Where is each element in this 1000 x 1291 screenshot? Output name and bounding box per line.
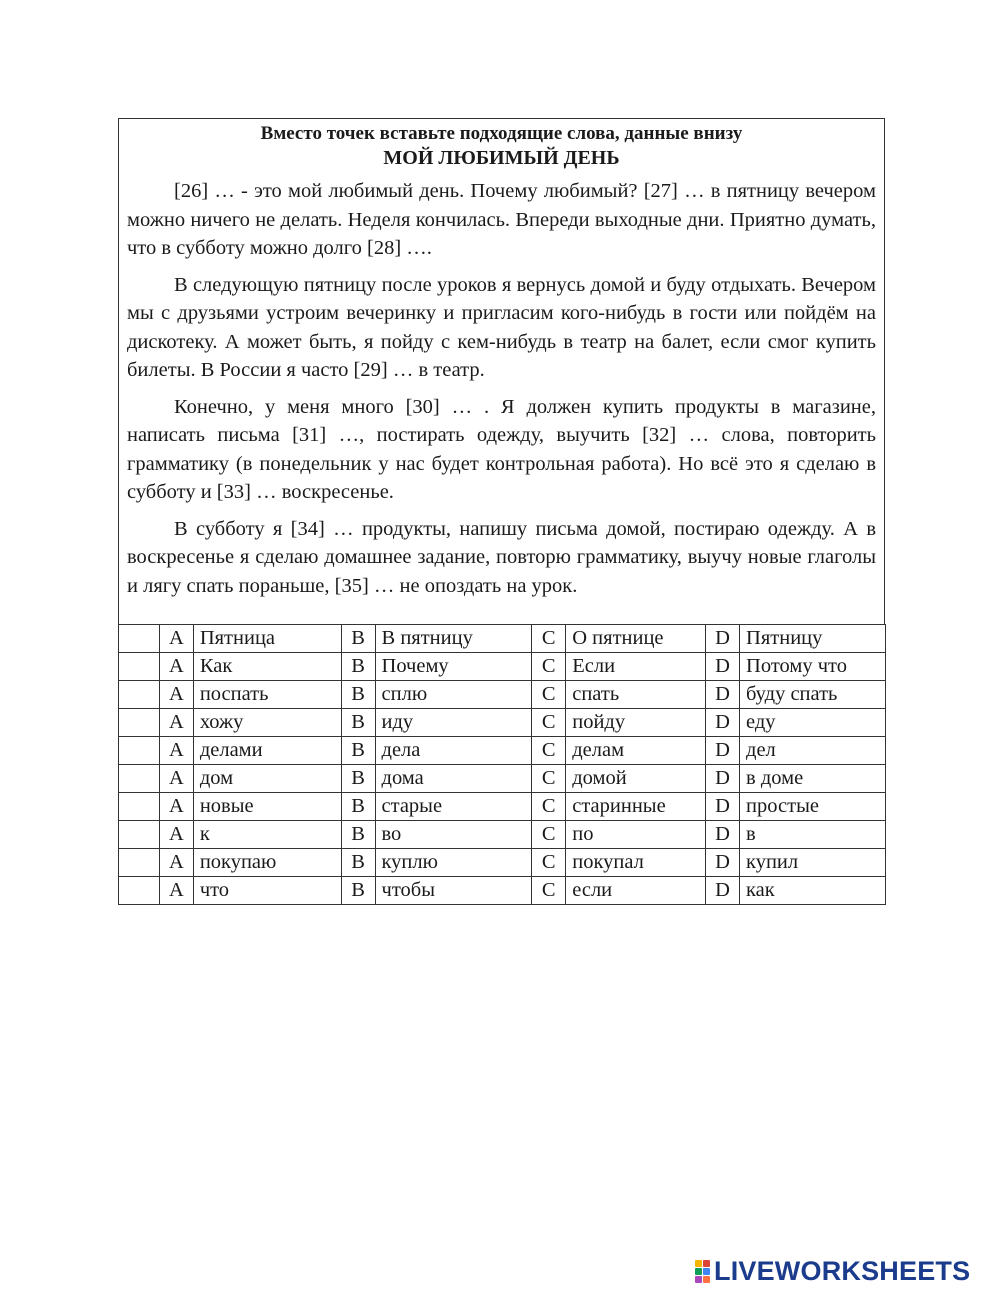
option-a-answer[interactable]: что	[193, 877, 341, 905]
option-b-answer[interactable]: чтобы	[375, 877, 532, 905]
letter-b: B	[341, 821, 375, 849]
option-c-answer[interactable]: делам	[566, 737, 706, 765]
letter-b: B	[341, 877, 375, 905]
letter-b: B	[341, 681, 375, 709]
letter-b: B	[341, 849, 375, 877]
letter-c: C	[532, 653, 566, 681]
option-a-answer[interactable]: Как	[193, 653, 341, 681]
option-a-answer[interactable]: Пятница	[193, 625, 341, 653]
option-d-answer[interactable]: как	[740, 877, 886, 905]
letter-a: A	[159, 765, 193, 793]
option-row	[119, 737, 886, 765]
logo-mark-icon	[695, 1260, 710, 1283]
letter-b: B	[341, 765, 375, 793]
option-d-answer[interactable]: в доме	[740, 765, 886, 793]
letter-a: A	[159, 821, 193, 849]
letter-c: C	[532, 681, 566, 709]
option-c-answer[interactable]: старинные	[566, 793, 706, 821]
letter-d: D	[706, 765, 740, 793]
letter-a: A	[159, 849, 193, 877]
letter-b: B	[341, 737, 375, 765]
question-number-cell	[119, 765, 160, 793]
logo-square	[703, 1260, 710, 1267]
option-a-answer[interactable]: хожу	[193, 709, 341, 737]
logo-square	[695, 1276, 702, 1283]
logo-text: LIVEWORKSHEETS	[714, 1255, 971, 1286]
letter-c: C	[532, 821, 566, 849]
letter-c: C	[532, 849, 566, 877]
letter-d: D	[706, 877, 740, 905]
option-c-answer[interactable]: домой	[566, 765, 706, 793]
question-number-cell	[119, 625, 160, 653]
paragraph-1: [26] … - это мой любимый день. Почему любимый? [27] … в пятницу вечером можно ничего не делать. Неделя кончилась. Впереди выходные дни. Приятно думать, что в субботу можно долго [28] ….	[127, 180, 876, 259]
letter-d: D	[706, 709, 740, 737]
question-number-cell	[119, 821, 160, 849]
paragraph-4: В субботу я [34] … продукты, напишу письма домой, постираю одежду. А в воскресенье я сделаю домашнее задание, повторю грамматику, выучу новые глаголы и лягу спать пораньше, [35] … не опоздать на урок.	[127, 517, 876, 597]
option-a-answer[interactable]: покупаю	[193, 849, 341, 877]
letter-b: B	[341, 793, 375, 821]
option-c-answer[interactable]: покупал	[566, 849, 706, 877]
letter-c: C	[532, 765, 566, 793]
option-b-answer[interactable]: В пятницу	[375, 625, 532, 653]
option-row	[119, 821, 886, 849]
option-row	[119, 681, 886, 709]
question-number-cell	[119, 877, 160, 905]
option-d-answer[interactable]: купил	[740, 849, 886, 877]
text-title: МОЙ ЛЮБИМЫЙ ДЕНЬ	[383, 147, 620, 169]
option-d-answer[interactable]: еду	[740, 709, 886, 737]
letter-d: D	[706, 793, 740, 821]
letter-b: B	[341, 625, 375, 653]
question-number-cell	[119, 793, 160, 821]
logo-square	[703, 1276, 710, 1283]
question-number-cell	[119, 681, 160, 709]
option-c-answer[interactable]: если	[566, 877, 706, 905]
question-number-cell	[119, 849, 160, 877]
logo-square	[703, 1268, 710, 1275]
question-number-cell	[119, 653, 160, 681]
option-d-answer[interactable]: Пятницу	[740, 625, 886, 653]
exercise-text-box	[118, 118, 885, 624]
logo-square	[695, 1260, 702, 1267]
option-row	[119, 709, 886, 737]
option-c-answer[interactable]: по	[566, 821, 706, 849]
option-row	[119, 653, 886, 681]
letter-a: A	[159, 681, 193, 709]
option-b-answer[interactable]: иду	[375, 709, 532, 737]
option-a-answer[interactable]: к	[193, 821, 341, 849]
paragraph-2: В следующую пятницу после уроков я вернусь домой и буду отдыхать. Вечером мы с друзьями устроим вечеринку и пригласим кого-нибудь в гости или пойдём на дискотеку. А может быть, я пойду с кем-нибудь в театр на балет, если смог купить билеты. В России я часто [29] … в театр.	[127, 273, 876, 381]
option-d-answer[interactable]: дел	[740, 737, 886, 765]
option-c-answer[interactable]: Если	[566, 653, 706, 681]
option-c-answer[interactable]: спать	[566, 681, 706, 709]
letter-a: A	[159, 737, 193, 765]
option-b-answer[interactable]: дома	[375, 765, 532, 793]
liveworksheets-logo	[695, 1256, 970, 1286]
option-a-answer[interactable]: поспать	[193, 681, 341, 709]
option-b-answer[interactable]: Почему	[375, 653, 532, 681]
letter-a: A	[159, 709, 193, 737]
option-b-answer[interactable]: дела	[375, 737, 532, 765]
instruction-text: Вместо точек вставьте подходящие слова, данные внизу	[260, 123, 743, 144]
option-a-answer[interactable]: дом	[193, 765, 341, 793]
letter-c: C	[532, 625, 566, 653]
letter-a: A	[159, 793, 193, 821]
option-b-answer[interactable]: сплю	[375, 681, 532, 709]
option-row	[119, 877, 886, 905]
option-d-answer[interactable]: в	[740, 821, 886, 849]
letter-d: D	[706, 737, 740, 765]
paragraph-3: Конечно, у меня много [30] … . Я должен купить продукты в магазине, написать письма [31] …, постирать одежду, выучить [32] … слова, повторить грамматику (в понедельник у нас будет контрольная работа). Но всё это я сделаю в субботу и [33] … воскресенье.	[127, 395, 876, 503]
logo-square	[695, 1268, 702, 1275]
option-a-answer[interactable]: делами	[193, 737, 341, 765]
option-d-answer[interactable]: простые	[740, 793, 886, 821]
letter-c: C	[532, 877, 566, 905]
letter-d: D	[706, 821, 740, 849]
option-d-answer[interactable]: Потому что	[740, 653, 886, 681]
option-row	[119, 765, 886, 793]
option-a-answer[interactable]: новые	[193, 793, 341, 821]
letter-d: D	[706, 681, 740, 709]
letter-c: C	[532, 737, 566, 765]
letter-c: C	[532, 793, 566, 821]
letter-a: A	[159, 877, 193, 905]
options-table	[118, 624, 886, 905]
letter-d: D	[706, 653, 740, 681]
option-b-answer[interactable]: старые	[375, 793, 532, 821]
letter-a: A	[159, 625, 193, 653]
question-number-cell	[119, 709, 160, 737]
option-row	[119, 849, 886, 877]
option-b-answer[interactable]: куплю	[375, 849, 532, 877]
option-b-answer[interactable]: во	[375, 821, 532, 849]
option-row	[119, 793, 886, 821]
letter-b: B	[341, 653, 375, 681]
question-number-cell	[119, 737, 160, 765]
letter-a: A	[159, 653, 193, 681]
letter-c: C	[532, 709, 566, 737]
option-c-answer[interactable]: О пятнице	[566, 625, 706, 653]
option-c-answer[interactable]: пойду	[566, 709, 706, 737]
letter-b: B	[341, 709, 375, 737]
option-d-answer[interactable]: буду спать	[740, 681, 886, 709]
option-row	[119, 625, 886, 653]
letter-d: D	[706, 625, 740, 653]
letter-d: D	[706, 849, 740, 877]
